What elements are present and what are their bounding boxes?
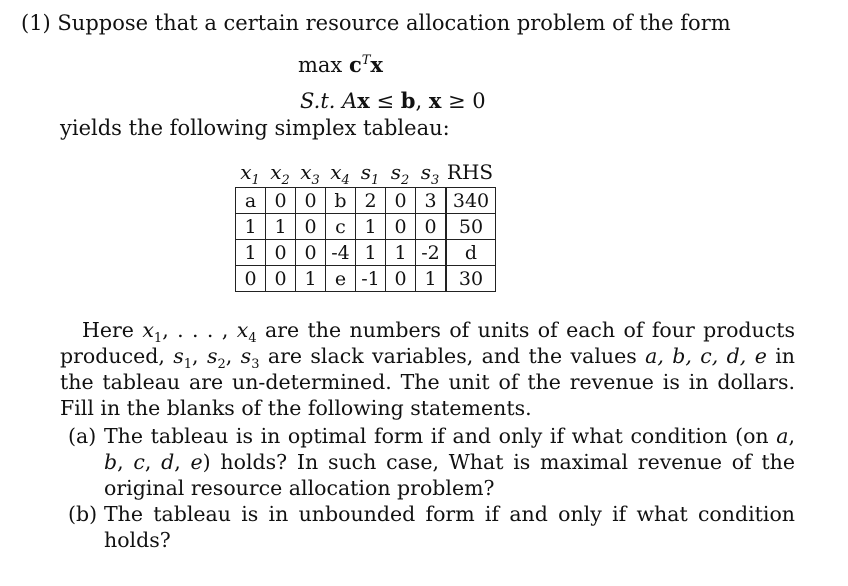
header-x3: $x_3$ xyxy=(300,160,320,188)
header-s2: $s_2$ xyxy=(390,160,410,188)
header-x2: $x_2$ xyxy=(270,160,290,188)
table-cell: a xyxy=(236,188,266,214)
simplex-tableau xyxy=(235,187,496,292)
table-row xyxy=(236,240,496,266)
table-cell: 1 xyxy=(356,214,386,240)
table-row xyxy=(236,214,496,240)
table-cell: 0 xyxy=(386,266,416,292)
cost-vector: c xyxy=(348,52,362,77)
table-cell: 2 xyxy=(356,188,386,214)
table-cell: 0 xyxy=(266,266,296,292)
table-cell: 1 xyxy=(296,266,326,292)
transpose-mark: T xyxy=(361,53,371,68)
decision-vector: x xyxy=(370,52,383,77)
table-row xyxy=(236,266,496,292)
ge-zero: ≥ 0 xyxy=(441,89,486,113)
constraint-equation xyxy=(300,88,486,113)
question-b xyxy=(60,501,795,553)
header-s3: $s_3$ xyxy=(420,160,440,188)
table-cell: -2 xyxy=(416,240,447,266)
rhs-cell: 50 xyxy=(446,214,496,240)
tableau-intro: yields the following simplex tableau: xyxy=(60,116,450,140)
question-label: (b) xyxy=(68,502,98,526)
table-cell: 1 xyxy=(356,240,386,266)
table-cell: 1 xyxy=(236,214,266,240)
comma: , xyxy=(415,89,429,113)
table-cell: 3 xyxy=(416,188,447,214)
problem-heading: (1) Suppose that a certain resource allocation problem of the form xyxy=(21,11,731,35)
table-cell: 0 xyxy=(266,240,296,266)
objective-equation xyxy=(298,52,383,77)
table-cell: b xyxy=(326,188,356,214)
header-x1: $x_1$ xyxy=(240,160,260,188)
table-cell: 1 xyxy=(236,240,266,266)
constraint-x: x xyxy=(357,88,370,113)
rhs-vector: b xyxy=(400,88,416,113)
question-label: (a) xyxy=(68,424,97,448)
table-cell: 1 xyxy=(266,214,296,240)
table-cell: 1 xyxy=(386,240,416,266)
header-rhs: RHS xyxy=(446,160,494,184)
table-cell: 0 xyxy=(386,214,416,240)
le-sign: ≤ xyxy=(369,89,401,113)
rhs-cell: 30 xyxy=(446,266,496,292)
matrix-a: A xyxy=(342,89,358,113)
tableau-header xyxy=(235,160,575,186)
question-a: (a) The tableau is in optimal form if and only if what condition (on a, b, c, d, e) holds? In such case, What is maximal revenue of the original resource allocation problem? xyxy=(68,424,795,500)
question-text: The tableau is in unbounded form if and only if what condition holds? xyxy=(104,502,795,552)
table-cell: 0 xyxy=(296,240,326,266)
rhs-cell: d xyxy=(446,240,496,266)
table-cell: -4 xyxy=(326,240,356,266)
subject-to-label: S.t. xyxy=(300,89,343,113)
table-cell: 0 xyxy=(296,214,326,240)
explanation-paragraph: Here $x_1$, . . . , $x_4$ are the numbers of units of each of four products produced, $s_1$, $s_2$, $s_3$ are slack variables, and the values a, b, c, d, e in the tableau are un-determined. The unit of the revenue is in dollars. Fill in the blanks of the following statements. xyxy=(60,318,795,420)
table-cell: 0 xyxy=(266,188,296,214)
header-s1: $s_1$ xyxy=(360,160,380,188)
table-cell: e xyxy=(326,266,356,292)
nonneg-x: x xyxy=(428,88,442,113)
table-cell: 0 xyxy=(416,214,447,240)
rhs-cell: 340 xyxy=(446,188,496,214)
table-cell: c xyxy=(326,214,356,240)
table-cell: 0 xyxy=(236,266,266,292)
objective-prefix: max xyxy=(298,53,349,77)
table-cell: 0 xyxy=(296,188,326,214)
table-cell: 1 xyxy=(416,266,447,292)
table-cell: 0 xyxy=(386,188,416,214)
header-x4: $x_4$ xyxy=(330,160,350,188)
question-items xyxy=(60,423,795,553)
table-cell: -1 xyxy=(356,266,386,292)
table-row xyxy=(236,188,496,214)
